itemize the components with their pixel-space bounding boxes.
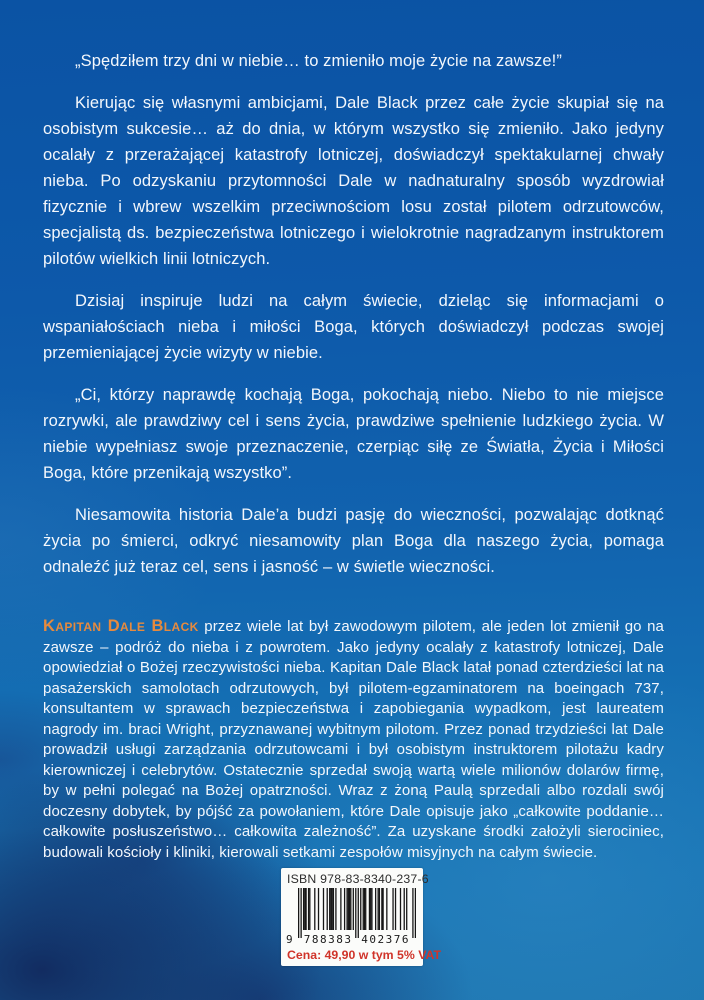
isbn-barcode-panel [281,868,441,966]
author-bio-text: przez wiele lat był zawodowym pilotem, ale jeden lot zmienił go na zawsze – podróż do nieba i z powrotem. Jako jedyny ocalały z katastrofy lotniczej, Dale opowiedział o Bożej rzeczywistości nieba. Kapitan Dale Black latał ponad czterdzieści lat na pasażerskich samolotach odrzutowych, był pilotem-egzaminatorem na boeingach 737, konsultantem w sprawach bezpieczeństwa i zapobiegania wypadkom, jest laureatem nagrody im. braci Wright, przyznawanej wybitnym pilotom. Przez ponad trzydzieści lat Dale prowadził usługi zarządzania odrzutowcami i był osobistym instruktorem pilotażu kadry kierowniczej i celebrytów. Ostatecznie sprzedał swoją wartą wiele milionów dolarów firmę, by w pełni polegać na Bożej opatrzności. Wraz z żoną Paulą sprzedali albo rozdali swój doczesny dobytek, by pójść za powołaniem, które Dale opisuje jako „całkowite poddanie… całkowite posłuszeństwo… całkowita zależność”. Za uzyskane środki założyli sierociniec, budowali kościoły i kliniki, kierowali setkami zespołów misyjnych na całym świecie. [43,618,664,861]
barcode-digit-lead: 9 [286,933,293,946]
paragraph-summary-1: Kierując się własnymi ambicjami, Dale Black przez całe życie skupiał się na osobistym sukcesie… aż do dnia, w którym wszystko się zmieniło. Jako jedyny ocalały z przerażającej katastrofy lotniczej, doświadczył spektakularnej chwały nieba. Po odzyskaniu przytomności Dale w nadnaturalny sposób wyzdrowiał fizycznie i wbrew wszelkim przeciwnościom losu został pilotem odrzutowców, specjalistą ds. bezpieczeństwa lotniczego i wielokrotnie nagradzanym instruktorem pilotów wielkich linii lotniczych. [43,94,664,268]
paragraph-summary-3: Niesamowita historia Dale’a budzi pasję do wieczności, pozwalając dotknąć życia po śmierci, odkryć niesamowity plan Boga dla naszego życia, pomaga odnaleźć już teraz cel, sens i jasność – w świetle wieczności. [43,506,664,576]
paragraph-quote-heaven: „Ci, którzy naprawdę kochają Boga, pokochają niebo. Niebo to nie miejsce rozrywki, ale prawdziwy cel i sens życia, prawdziwe spełnienie ludzkiego życia. W niebie wypełniasz swoje przeznaczenie, czerpiąc siłę ze Światła, Życia i Miłości Boga, które przenikają wszystko”. [43,386,664,482]
price-label: Cena: 49,90 w tym 5% VAT [287,948,441,962]
author-name-lead: Kapitan Dale Black [43,617,199,635]
barcode-digits [286,933,416,946]
opening-quote: „Spędziłem trzy dni w niebie… to zmieniło moje życie na zawsze!” [75,52,562,70]
barcode-digit-group2: 402376 [361,933,410,946]
back-cover-text-block [43,48,664,879]
barcode-digit-group1: 788383 [302,933,355,946]
isbn-number: ISBN 978-83-8340-237-6 [287,872,429,886]
paragraph-summary-2: Dzisiaj inspiruje ludzi na całym świecie, dzieląc się informacjami o wspaniałościach nieba i miłości Boga, których doświadczył podczas swojej przemieniającej życie wizyty w niebie. [43,292,664,362]
ean-barcode [286,888,416,946]
author-bio [43,616,664,863]
